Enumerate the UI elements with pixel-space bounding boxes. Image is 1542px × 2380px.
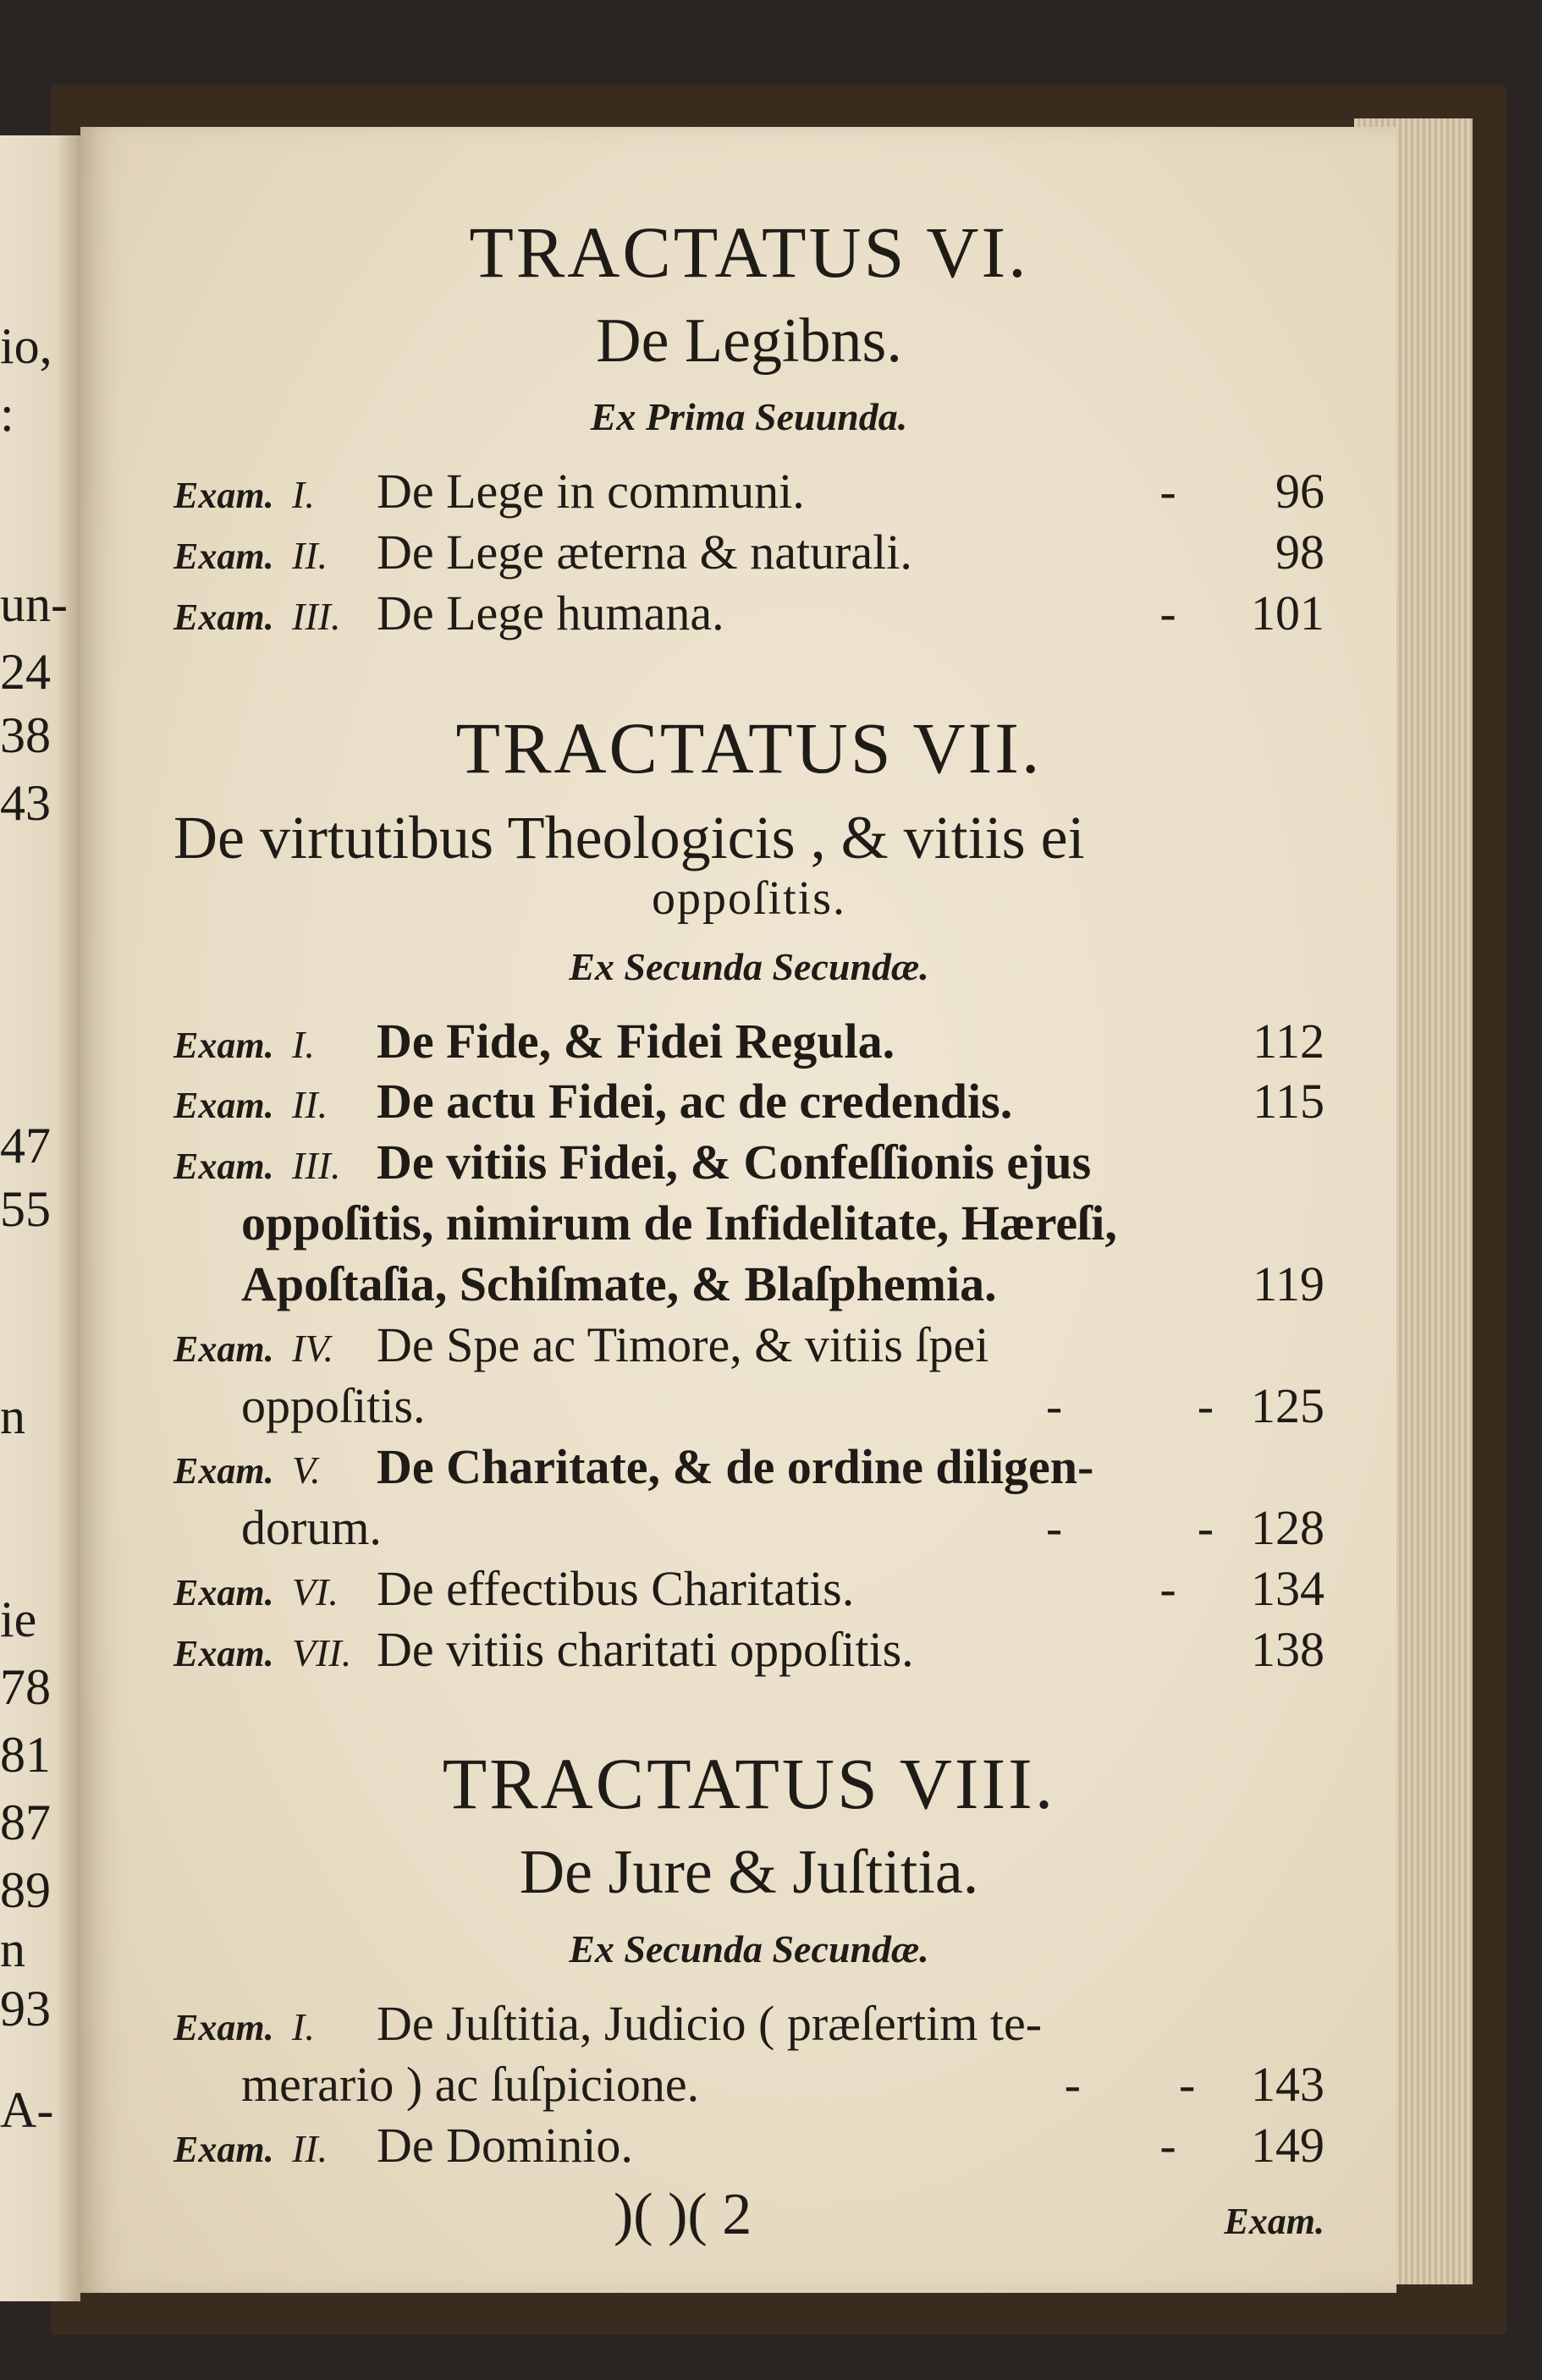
exam-number: IV. (292, 1327, 333, 1371)
page-number: 128 (1251, 1499, 1324, 1555)
page-number: 134 (1251, 1560, 1324, 1616)
exam-label: Exam. (173, 1085, 274, 1127)
exam-number: I. (292, 1022, 315, 1066)
toc-entry-continued (173, 1254, 1324, 1315)
toc-entry (173, 1558, 1324, 1619)
leader-dash: - (1159, 464, 1176, 519)
page-number: 125 (1251, 1377, 1324, 1433)
toc-entry (173, 583, 1324, 644)
left-fragment: io, (0, 318, 52, 374)
exam-number: VII. (292, 1630, 352, 1674)
left-fragment: 47 (0, 1118, 51, 1174)
exam-number: III. (292, 595, 341, 639)
section-subtitle-continued: oppoſitis. (651, 871, 847, 925)
exam-label: Exam. (173, 1632, 274, 1674)
left-fragment: 55 (0, 1181, 51, 1237)
exam-label: Exam. (173, 1571, 274, 1613)
entry-title: De Lege humana. (377, 585, 724, 641)
exam-number: III. (292, 1144, 341, 1188)
toc-entry (173, 461, 1324, 522)
toc-entry (173, 1993, 1324, 2054)
left-fragment: 78 (0, 1659, 51, 1715)
exam-number: II. (292, 2126, 328, 2170)
toc-entry (173, 1315, 1324, 1376)
exam-label: Exam. (173, 2006, 274, 2048)
left-fragment: n (0, 1388, 25, 1444)
section-subtitle: De virtutibus Theologicis , & vitiis ei (173, 804, 1085, 872)
page-number: 149 (1251, 2117, 1324, 2173)
left-fragment: 24 (0, 644, 51, 700)
left-fragment: un- (0, 576, 68, 632)
left-fragment: ie (0, 1591, 37, 1647)
table-of-contents (173, 212, 1324, 2249)
section-source: Ex Prima Seuunda. (590, 395, 908, 439)
entry-title: De Juſtitia, Judicio ( præſertim te- (377, 1995, 1043, 2051)
toc-entry-continued (173, 1498, 1324, 1558)
entry-title: De Charitate, & de ordine diligen- (377, 1438, 1094, 1494)
entry-title: De effectibus Charitatis. (377, 1560, 855, 1616)
left-fragment: 89 (0, 1862, 51, 1918)
left-fragment: 81 (0, 1727, 51, 1783)
right-page (80, 127, 1396, 2293)
section-title: TRACTATUS VIII. (442, 1743, 1056, 1825)
signature-mark: )( )( 2 (614, 2181, 752, 2247)
entry-title: De Fide, & Fidei Regula. (377, 1013, 895, 1069)
leader-dash: - (1159, 2117, 1176, 2173)
exam-label: Exam. (173, 1449, 274, 1492)
left-fragment: 38 (0, 707, 51, 763)
page-footer (173, 2181, 1324, 2249)
page-number: 96 (1275, 464, 1324, 519)
toc-entry (173, 1011, 1324, 1072)
page-number: 101 (1251, 585, 1324, 641)
entry-title: De Lege æterna & naturali. (377, 525, 912, 580)
leader-dash: - - (1045, 1377, 1214, 1433)
page-number: 112 (1253, 1013, 1324, 1069)
entry-title-continued: oppoſitis, nimirum de Infidelitate, Hæreſi, (241, 1195, 1117, 1251)
entry-title-continued: Apoſtaſia, Schiſmate, & Blaſphemia. (241, 1256, 997, 1312)
entry-title: De Spe ac Timore, & vitiis ſpei (377, 1317, 989, 1373)
left-fragment: 87 (0, 1795, 51, 1850)
left-fragment: : (0, 386, 14, 442)
exam-label: Exam. (173, 2128, 274, 2170)
left-fragment: 93 (0, 1981, 51, 2036)
section-source: Ex Secunda Secundæ. (569, 944, 929, 988)
leader-dash: - - (1045, 1499, 1214, 1555)
toc-entry (173, 2115, 1324, 2176)
left-fragment: n (0, 1921, 25, 1977)
entry-title: De Lege in communi. (377, 464, 805, 519)
left-fragment: A- (0, 2082, 54, 2138)
entry-title: De Dominio. (377, 2117, 633, 2173)
page-number: 143 (1251, 2056, 1324, 2112)
page-number: 138 (1251, 1621, 1324, 1677)
exam-number: VI. (292, 1569, 339, 1613)
exam-number: II. (292, 534, 328, 578)
toc-entry (173, 1437, 1324, 1498)
section-title: TRACTATUS VI. (469, 212, 1029, 293)
left-facing-page (0, 135, 80, 2301)
toc-entry (173, 1132, 1324, 1193)
exam-label: Exam. (173, 1328, 274, 1371)
entry-title: De actu Fidei, ac de credendis. (377, 1074, 1013, 1130)
entry-title: De vitiis charitati oppoſitis. (377, 1621, 914, 1677)
toc-entry (173, 1619, 1324, 1680)
entry-title-continued: merario ) ac ſuſpicione. (241, 2056, 700, 2112)
exam-label: Exam. (173, 475, 274, 517)
section-source: Ex Secunda Secundæ. (569, 1927, 929, 1971)
leader-dash: - - (1064, 2056, 1196, 2112)
leader-dash: - (1159, 585, 1176, 641)
section-title: TRACTATUS VII. (455, 707, 1043, 789)
section-subtitle: De Jure & Juſtitia. (519, 1838, 979, 1908)
entry-title-continued: dorum. (241, 1499, 382, 1555)
toc-entry (173, 1071, 1324, 1132)
page-number: 98 (1275, 525, 1324, 580)
exam-label: Exam. (173, 536, 274, 578)
toc-entry-continued (173, 1193, 1324, 1254)
entry-title: De vitiis Fidei, & Confeſſionis ejus (377, 1135, 1092, 1190)
exam-label: Exam. (173, 1146, 274, 1188)
page-number: 115 (1253, 1074, 1324, 1130)
toc-entry-continued (173, 2054, 1324, 2115)
exam-number: V. (292, 1448, 321, 1492)
exam-number: I. (292, 473, 315, 517)
exam-number: I. (292, 2004, 315, 2048)
exam-number: II. (292, 1083, 328, 1127)
left-fragment: 43 (0, 775, 51, 831)
page-number: 119 (1253, 1256, 1324, 1312)
toc-entry (173, 522, 1324, 583)
toc-entry-continued (173, 1376, 1324, 1437)
leader-dash: - (1159, 1560, 1176, 1616)
exam-label: Exam. (173, 596, 274, 639)
section-subtitle: De Legibns. (596, 306, 902, 376)
exam-label: Exam. (173, 1024, 274, 1066)
catchword: Exam. (1224, 2200, 1324, 2242)
entry-title-continued: oppoſitis. (241, 1377, 426, 1433)
